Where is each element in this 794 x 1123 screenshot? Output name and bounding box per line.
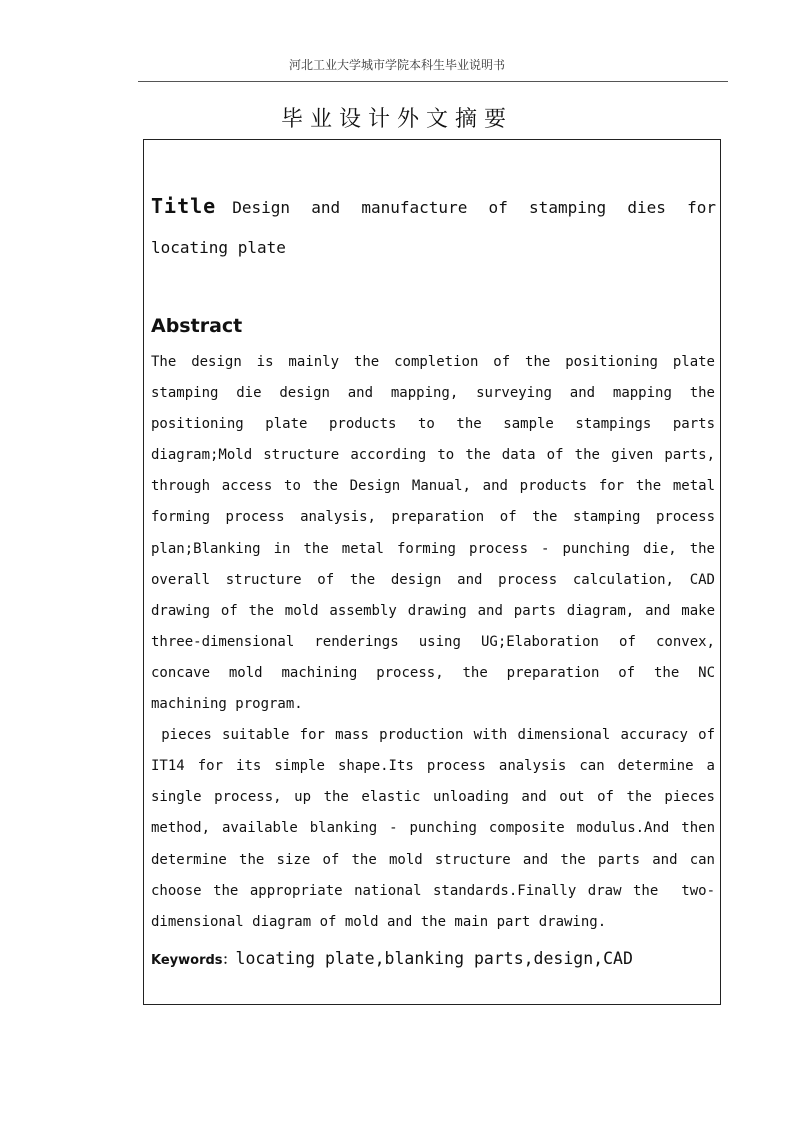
thesis-title: Design and manufacture of stamping dies for locating plate <box>151 198 716 257</box>
page-title: 毕业设计外文摘要 <box>280 107 513 132</box>
abstract-paragraph-1: The design is mainly the completion of the positioning plate stamping die design and mapping, surveying and mapping the positioning plate products to the sample stampings parts diagram;Mold structure according to the data of the given parts, through access to the Design Manual, and products for the metal forming process analysis, preparation of the stamping process plan;Blanking in the metal forming process - punching die, the overall structure of the design and process calculation, CAD drawing of the mold assembly drawing and parts diagram, and make three-dimensional renderings using UG;Elaboration of convex, concave mold machining process, the preparation of the NC machining program. <box>151 354 715 713</box>
abstract-heading: Abstract <box>151 315 243 337</box>
abstract-body <box>151 347 724 938</box>
header-divider <box>138 81 728 82</box>
running-header: 河北工业大学城市学院本科生毕业说明书 <box>288 58 505 72</box>
keywords-value: locating plate,blanking parts,design,CAD <box>235 949 633 968</box>
abstract-paragraph-2: pieces suitable for mass production with dimensional accuracy of IT14 for its simple shape.Its process analysis can determine a single process, up the elastic unloading and out of the pieces method, available blanking - punching composite modulus.And then determine the size of the mold structure and the parts and can choose the appropriate national standards.Finally draw the two-dimensional diagram of mold and the main part drawing. <box>151 727 724 930</box>
keywords-label: Keywords： <box>151 953 236 968</box>
title-label: Title <box>151 194 217 218</box>
keywords-line <box>151 949 715 968</box>
title-section <box>151 186 716 268</box>
